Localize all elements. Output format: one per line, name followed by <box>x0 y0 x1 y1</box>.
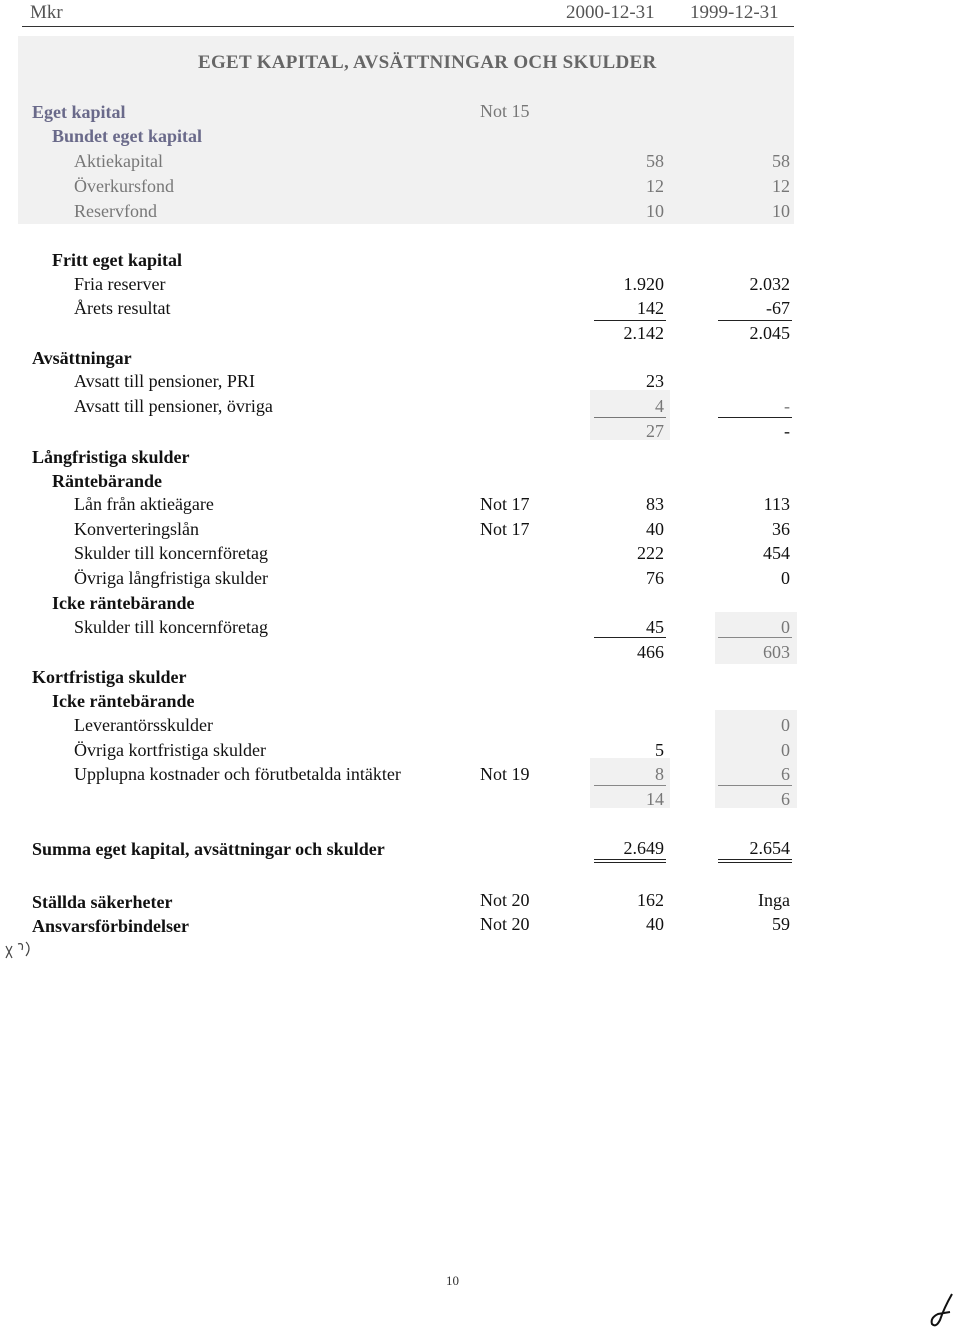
row-leverantor-label: Leverantörsskulder <box>74 715 213 735</box>
skulder-koncern2-1999: 0 <box>781 617 790 637</box>
row-pri-label: Avsatt till pensioner, PRI <box>74 371 255 391</box>
fria-reserver-2000: 1.920 <box>623 274 664 294</box>
row-ovriga-pensioner-label: Avsatt till pensioner, övriga <box>74 396 273 416</box>
overkursfond-1999: 12 <box>772 176 790 196</box>
row-skulder-koncern2-label: Skulder till koncernföretag <box>74 617 268 637</box>
kortfristiga-sum-1999: 6 <box>781 789 790 809</box>
fritt-sum-2000: 2.142 <box>623 323 664 343</box>
langfristiga-sum-1999: 603 <box>763 642 790 662</box>
fria-reserver-1999: 2.032 <box>749 274 790 294</box>
section-avsattningar: Avsättningar <box>32 348 132 368</box>
row-aktiekapital-label: Aktiekapital <box>74 151 163 171</box>
row-upplupna-label: Upplupna kostnader och förutbetalda intäkter <box>74 764 401 784</box>
signature-mark <box>924 1290 958 1330</box>
ovriga-pensioner-1999: - <box>784 396 790 416</box>
total-double-rule <box>594 862 666 863</box>
subtotal-rule <box>718 320 792 321</box>
reservfond-2000: 10 <box>646 201 664 221</box>
total-double-rule <box>594 859 666 860</box>
ovriga-kort-1999: 0 <box>781 740 790 760</box>
year-col1: 2000-12-31 <box>566 2 655 23</box>
subtotal-rule <box>594 417 666 418</box>
subtotal-rule <box>594 785 666 786</box>
pri-2000: 23 <box>646 371 664 391</box>
ansvar-1999: 59 <box>772 914 790 934</box>
subtotal-rule <box>594 320 666 321</box>
total-double-rule <box>718 859 792 860</box>
subsection-fritt: Fritt eget kapital <box>52 250 182 270</box>
ovriga-kort-2000: 5 <box>655 740 664 760</box>
subsection-icke-rantebarande: Icke räntebärande <box>52 593 195 613</box>
fritt-sum-1999: 2.045 <box>749 323 790 343</box>
row-reservfond-label: Reservfond <box>74 201 157 221</box>
note-stallda: Not 20 <box>480 890 530 910</box>
section-kortfristiga: Kortfristiga skulder <box>32 667 187 687</box>
stallda-2000: 162 <box>637 890 664 910</box>
handwritten-mark <box>2 936 42 966</box>
langfristiga-sum-2000: 466 <box>637 642 664 662</box>
aktiekapital-1999: 58 <box>772 151 790 171</box>
row-overkursfond-label: Överkursfond <box>74 176 174 196</box>
subtotal-rule <box>718 417 792 418</box>
lan-aktieagare-1999: 113 <box>763 494 790 514</box>
row-konverteringslan-label: Konverteringslån <box>74 519 199 539</box>
lan-aktieagare-2000: 83 <box>646 494 664 514</box>
arets-resultat-1999: -67 <box>766 298 790 318</box>
unit-label: Mkr <box>30 2 63 23</box>
total-2000: 2.649 <box>623 838 664 858</box>
section-eget-kapital: Eget kapital <box>32 102 126 122</box>
aktiekapital-2000: 58 <box>646 151 664 171</box>
arets-resultat-2000: 142 <box>637 298 664 318</box>
upplupna-2000: 8 <box>655 764 664 784</box>
note-lan-aktieagare: Not 17 <box>480 494 530 514</box>
skulder-koncern2-2000: 45 <box>646 617 664 637</box>
row-ansvar-label: Ansvarsförbindelser <box>32 916 189 936</box>
year-col2: 1999-12-31 <box>690 2 779 23</box>
konverteringslan-2000: 40 <box>646 519 664 539</box>
note-konverteringslan: Not 17 <box>480 519 530 539</box>
ansvar-2000: 40 <box>646 914 664 934</box>
note-ansvar: Not 20 <box>480 914 530 934</box>
subsection-icke-rantebarande2: Icke räntebärande <box>52 691 195 711</box>
avsattningar-sum-2000: 27 <box>646 421 664 441</box>
konverteringslan-1999: 36 <box>772 519 790 539</box>
skulder-koncern-1999: 454 <box>763 543 790 563</box>
subsection-bundet: Bundet eget kapital <box>52 126 203 146</box>
ovriga-pensioner-2000: 4 <box>655 396 664 416</box>
overkursfond-2000: 12 <box>646 176 664 196</box>
subtotal-rule <box>718 785 792 786</box>
leverantor-1999: 0 <box>781 715 790 735</box>
subsection-rantebarande: Räntebärande <box>52 471 163 491</box>
row-ovriga-kort-label: Övriga kortfristiga skulder <box>74 740 266 760</box>
kortfristiga-sum-2000: 14 <box>646 789 664 809</box>
header-rule <box>22 26 794 27</box>
reservfond-1999: 10 <box>772 201 790 221</box>
subtotal-rule <box>718 637 792 638</box>
total-1999: 2.654 <box>749 838 790 858</box>
skulder-koncern-2000: 222 <box>637 543 664 563</box>
ovriga-lang-1999: 0 <box>781 568 790 588</box>
row-ovriga-lang-label: Övriga långfristiga skulder <box>74 568 268 588</box>
avsattningar-sum-1999: - <box>784 421 790 441</box>
total-double-rule <box>718 862 792 863</box>
upplupna-1999: 6 <box>781 764 790 784</box>
subtotal-rule <box>594 637 666 638</box>
ovriga-lang-2000: 76 <box>646 568 664 588</box>
note-upplupna: Not 19 <box>480 764 530 784</box>
note-eget-kapital: Not 15 <box>480 101 530 121</box>
page-number: 10 <box>446 1273 459 1288</box>
row-skulder-koncern-label: Skulder till koncernföretag <box>74 543 268 563</box>
section-langfristiga: Långfristiga skulder <box>32 447 190 467</box>
stallda-1999: Inga <box>758 890 790 910</box>
row-stallda-label: Ställda säkerheter <box>32 892 173 912</box>
total-label: Summa eget kapital, avsättningar och skulder <box>32 839 385 859</box>
row-fria-reserver-label: Fria reserver <box>74 274 166 294</box>
row-arets-resultat-label: Årets resultat <box>74 298 171 318</box>
page-title: EGET KAPITAL, AVSÄTTNINGAR OCH SKULDER <box>198 52 657 73</box>
row-lan-aktieagare-label: Lån från aktieägare <box>74 494 214 514</box>
